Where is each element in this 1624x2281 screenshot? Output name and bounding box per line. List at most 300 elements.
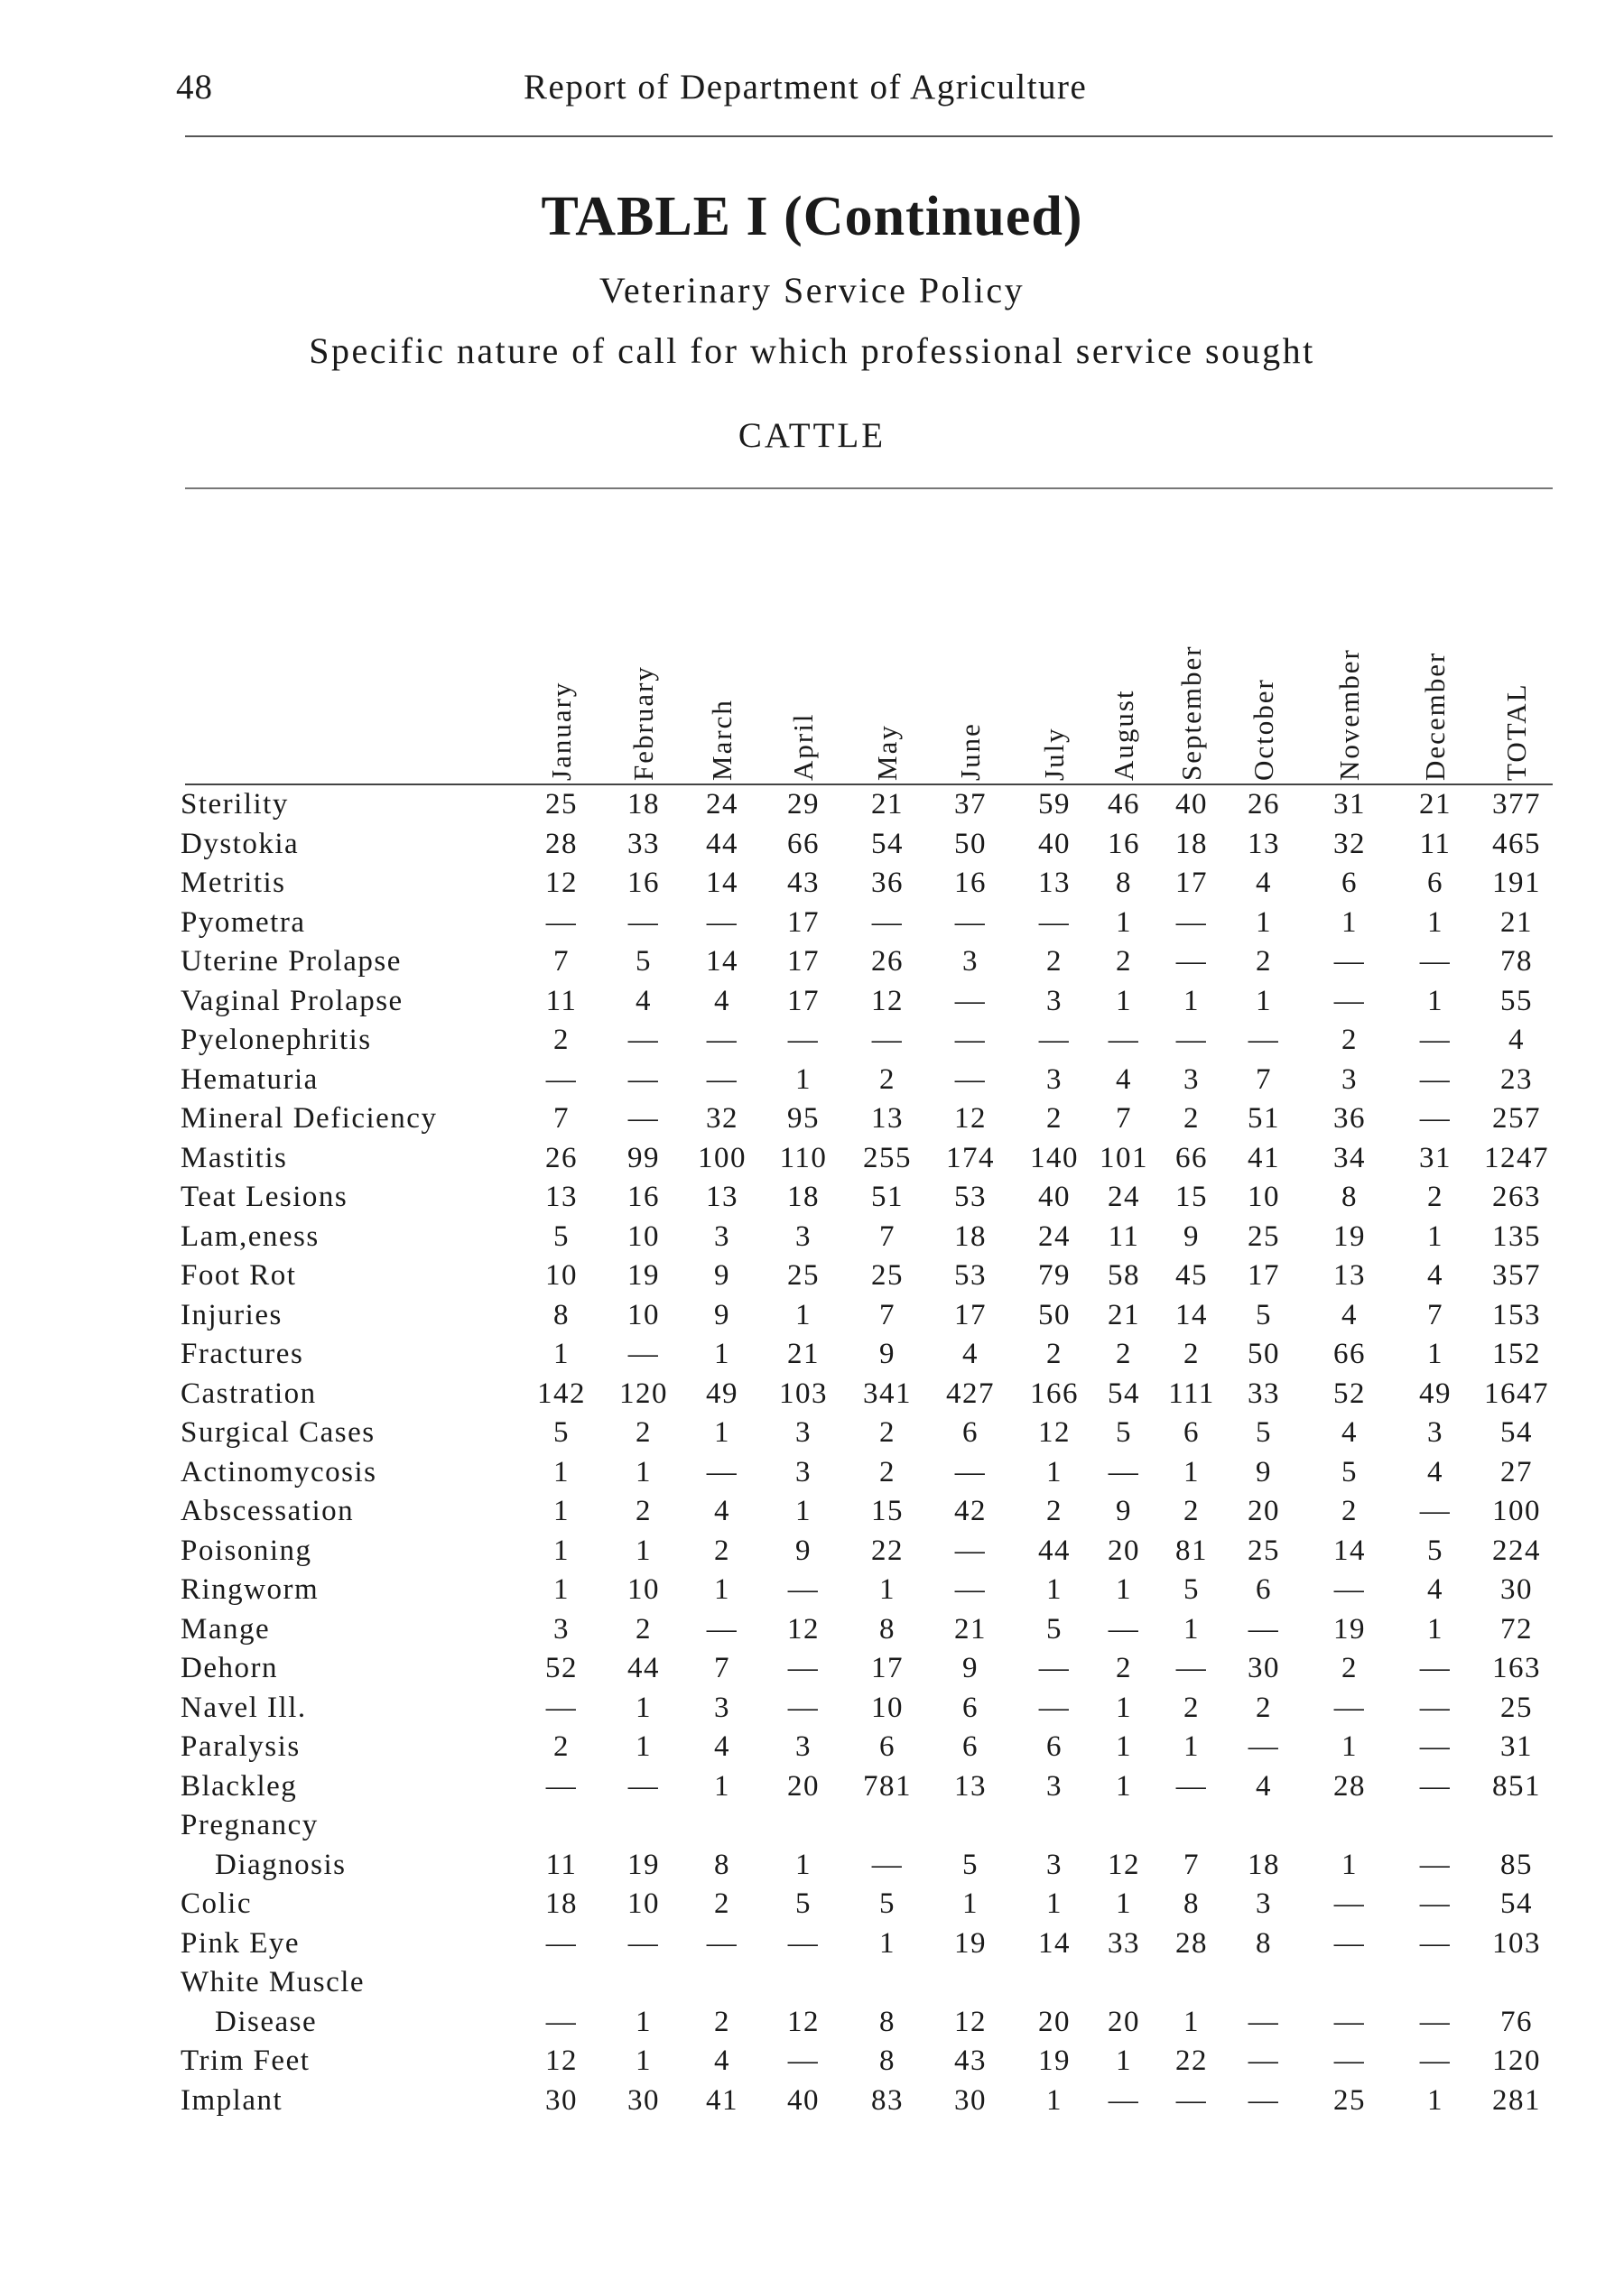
table-cell: 781 [863,1769,912,1803]
table-cell: 19 [627,1259,660,1292]
table-cell: 23 [1500,1062,1533,1096]
table-cell: 19 [1333,1612,1366,1646]
table-cell: 8 [1183,1887,1200,1920]
table-cell: — [1419,2045,1452,2077]
row-label: Hematuria [181,1062,319,1096]
table-cell: 1 [714,1416,730,1449]
table-cell: 1 [1183,2005,1200,2038]
table-cell: — [787,2045,820,2077]
table-cell: 10 [1248,1181,1280,1213]
table-cell: — [1175,905,1208,939]
table-row [181,1924,1557,1964]
row-label: Uterine Prolapse [181,945,402,978]
table-cell: 7 [1183,1848,1200,1881]
table-cell: — [627,1926,660,1960]
table-cell: 12 [1108,1848,1140,1881]
table-cell: 22 [871,1534,904,1567]
table-cell: 18 [627,788,660,821]
column-header-label: July [1038,727,1070,781]
table-cell: 53 [954,1259,987,1292]
table-cell: 120 [619,1377,668,1410]
table-cell: — [1333,945,1366,978]
table-cell: 3 [1046,1062,1063,1096]
table-cell: — [787,1926,820,1960]
table-cell: — [954,905,987,939]
table-cell: 50 [954,827,987,860]
table-row [181,982,1557,1022]
table-cell: — [1419,1926,1452,1960]
table-cell: 21 [954,1612,987,1646]
table-cell: 12 [871,984,904,1017]
table-cell: — [1419,1730,1452,1763]
table-cell: 7 [1427,1298,1443,1331]
row-label: Injuries [181,1298,283,1331]
table-cell: — [954,1024,987,1056]
table-cell: 51 [871,1181,904,1213]
table-cell: 99 [627,1141,660,1174]
table-cell: 11 [545,1848,578,1881]
table-cell: 110 [779,1141,828,1174]
table-cell: 255 [863,1141,912,1174]
table-cell: 19 [1038,2045,1071,2077]
table-cell: 14 [1333,1534,1366,1567]
row-label: Poisoning [181,1534,312,1567]
table-cell: 3 [1046,984,1063,1017]
table-cell: 5 [879,1887,896,1920]
table-row [181,1296,1557,1336]
table-cell: 42 [954,1495,987,1527]
table-cell: 1 [795,1848,812,1881]
table-cell: 8 [879,2005,896,2038]
table-cell: 66 [787,827,820,860]
table-cell: 17 [954,1298,987,1331]
table-cell: 58 [1108,1259,1140,1292]
table-cell: 10 [627,1887,660,1920]
table-cell: 5 [1046,1612,1063,1646]
table-cell: 15 [1175,1181,1208,1213]
table-cell: 18 [1175,827,1208,860]
table-cell: 14 [706,867,738,899]
table-cell: 36 [871,867,904,899]
table-cell: — [627,1769,660,1803]
table-cell: 54 [1108,1377,1140,1410]
table-cell: 26 [871,945,904,978]
table-cell: 1 [636,1691,652,1724]
table-row [181,1256,1557,1296]
table-cell: 41 [706,2083,738,2117]
table-cell: 5 [1116,1416,1132,1449]
table-cell: 10 [545,1259,578,1292]
table-cell: 52 [545,1652,578,1684]
table-cell: 20 [1108,1534,1140,1567]
table-cell: 2 [714,2005,730,2038]
table-cell: 16 [954,867,987,899]
table-cell: — [627,905,660,939]
table-cell: 12 [954,2005,987,2038]
table-cell: 2 [636,1416,652,1449]
table-cell: 4 [1508,1024,1525,1056]
table-cell: 78 [1500,945,1533,978]
table-cell: 2 [1341,1652,1358,1684]
table-cell: 12 [1038,1416,1071,1449]
table-row [181,1963,1557,2003]
table-cell: 6 [1256,1573,1272,1606]
table-cell: 13 [545,1181,578,1213]
table-cell: 7 [1256,1062,1272,1096]
table-cell: 5 [795,1887,812,1920]
table-cell: 4 [714,984,730,1017]
table-cell: 2 [879,1062,896,1096]
table-cell: 10 [627,1573,660,1606]
table-cell: 2 [1183,1102,1200,1135]
table-title: TABLE I (Continued) [541,186,1083,247]
table-cell: 4 [1427,1259,1443,1292]
table-cell: 30 [545,2083,578,2117]
table-cell: — [545,905,578,939]
table-cell: 18 [1248,1848,1280,1881]
row-label: Abscessation [181,1495,355,1527]
table-row [181,1375,1557,1414]
table-row [181,1846,1557,1886]
table-cell: 19 [954,1926,987,1960]
table-cell: — [1419,945,1452,978]
table-cell: 30 [954,2083,987,2117]
table-cell: 13 [1038,867,1071,899]
table-row [181,785,1557,825]
row-label: Lam,eness [181,1219,320,1253]
row-label: Dehorn [181,1652,278,1684]
column-header-label: November [1333,648,1365,781]
table-cell: 1 [1341,905,1358,939]
table-cell: 3 [795,1416,812,1449]
page-number: 48 [176,68,213,107]
table-cell: 3 [714,1219,730,1253]
table-cell: — [706,1024,738,1056]
table-cell: 1 [1116,1691,1132,1724]
table-cell: — [787,1691,820,1724]
table-cell: 11 [1419,827,1452,860]
row-label: Actinomycosis [181,1455,377,1488]
table-cell: 3 [795,1219,812,1253]
table-cell: 95 [787,1102,820,1135]
table-cell: — [1333,2005,1366,2038]
table-cell: 2 [553,1024,570,1056]
table-cell: 7 [879,1219,896,1253]
table-cell: 21 [1419,788,1452,821]
table-cell: 1 [1046,1455,1063,1488]
table-cell: 7 [553,945,570,978]
table-cell: — [1248,1612,1280,1646]
column-header-label: October [1248,678,1279,781]
table-cell: 28 [545,827,578,860]
table-cell: 43 [787,867,820,899]
table-cell: 2 [714,1534,730,1567]
table-cell: 22 [1175,2045,1208,2077]
table-cell: 2 [636,1495,652,1527]
table-cell: 1 [1116,984,1132,1017]
row-label: Surgical Cases [181,1416,376,1449]
table-cell: 17 [871,1652,904,1684]
table-cell: — [1333,2045,1366,2077]
table-cell: 3 [962,945,979,978]
table-cell: 1 [636,1730,652,1763]
row-label: Mange [181,1612,271,1646]
table-cell: 4 [714,1495,730,1527]
table-cell: 4 [636,984,652,1017]
row-label: Foot Rot [181,1259,297,1292]
table-cell: 191 [1492,867,1541,899]
table-cell: 31 [1500,1730,1533,1763]
table-cell: — [1419,1652,1452,1684]
table-cell: 16 [1108,827,1140,860]
row-label: Mineral Deficiency [181,1102,438,1135]
table-cell: — [706,1612,738,1646]
table-cell: 101 [1100,1141,1148,1174]
table-cell: — [1419,1769,1452,1803]
table-row [181,1689,1557,1729]
table-cell: 40 [1175,788,1208,821]
table-cell: — [1333,984,1366,1017]
table-cell: 3 [1183,1062,1200,1096]
table-cell: 11 [545,984,578,1017]
row-label: Pregnancy [181,1809,319,1841]
table-cell: 76 [1500,2005,1533,2038]
table-cell: 16 [627,867,660,899]
table-cell: 27 [1500,1455,1533,1488]
table-cell: 1 [1116,1769,1132,1803]
table-cell: 263 [1492,1181,1541,1213]
table-row [181,1532,1557,1572]
table-cell: 1 [553,1455,570,1488]
table-cell: 28 [1333,1769,1366,1803]
table-cell: 3 [795,1730,812,1763]
column-header-label: December [1419,651,1451,781]
row-label: Blackleg [181,1769,298,1803]
table-cell: 4 [714,2045,730,2077]
table-cell: 5 [636,945,652,978]
table-cell: 6 [879,1730,896,1763]
table-cell: 103 [779,1377,828,1410]
table-row [181,1061,1557,1100]
table-cell: 25 [1333,2083,1366,2117]
table-cell: 8 [1116,867,1132,899]
table-cell: 2 [1046,1495,1063,1527]
row-label: Pyelonephritis [181,1024,372,1056]
table-cell: 15 [871,1495,904,1527]
table-cell: 120 [1492,2045,1541,2077]
row-label: Trim Feet [181,2045,311,2077]
table-cell: 25 [871,1259,904,1292]
table-cell: 10 [627,1219,660,1253]
table-cell: 2 [1183,1338,1200,1370]
table-cell: 21 [1108,1298,1140,1331]
row-label: Teat Lesions [181,1181,348,1213]
table-cell: 25 [1500,1691,1533,1724]
table-cell: 4 [1256,867,1272,899]
table-cell: 50 [1038,1298,1071,1331]
table-cell: 3 [553,1612,570,1646]
table-cell: 4 [1116,1062,1132,1096]
table-cell: — [1108,2083,1140,2117]
row-label: Vaginal Prolapse [181,984,404,1017]
table-cell: 6 [962,1730,979,1763]
table-cell: — [545,1691,578,1724]
table-cell: 5 [553,1219,570,1253]
column-header-label: March [706,699,738,781]
table-cell: 1 [795,1495,812,1527]
table-cell: 54 [871,827,904,860]
table-cell: — [871,1024,904,1056]
table-cell: 8 [1256,1926,1272,1960]
table-cell: 10 [627,1298,660,1331]
table-row [181,2042,1557,2082]
table-cell: 21 [787,1338,820,1370]
table-cell: — [954,1534,987,1567]
table-cell: 4 [1341,1298,1358,1331]
table-cell: — [1419,2005,1452,2038]
table-cell: 465 [1492,827,1541,860]
table-cell: — [1333,1887,1366,1920]
table-cell: 1 [1427,1219,1443,1253]
table-cell: 9 [795,1534,812,1567]
table-cell: 7 [714,1652,730,1684]
table-cell: — [1419,1062,1452,1096]
table-cell: — [1419,1495,1452,1527]
row-label: Paralysis [181,1730,301,1763]
table-cell: — [706,1455,738,1488]
table-cell: 6 [962,1691,979,1724]
table-cell: 14 [1175,1298,1208,1331]
table-cell: 25 [1248,1534,1280,1567]
table-cell: 1 [636,1455,652,1488]
table-cell: 1 [553,1573,570,1606]
column-header-label: May [871,724,903,781]
table-cell: 224 [1492,1534,1541,1567]
table-cell: 53 [954,1181,987,1213]
table-cell: 100 [698,1141,747,1174]
table-cell: 6 [962,1416,979,1449]
table-cell: 12 [787,1612,820,1646]
table-row [181,942,1557,982]
table-cell: — [706,905,738,939]
table-cell: — [1038,1024,1071,1056]
table-cell: 8 [714,1848,730,1881]
table-cell: — [1333,1573,1366,1606]
table-row [181,1571,1557,1610]
table-row [181,1453,1557,1493]
table-row [181,1218,1557,1257]
header-rule [185,135,1553,137]
table-cell: 1 [795,1062,812,1096]
table-cell: 152 [1492,1338,1541,1370]
row-label: Pink Eye [181,1926,301,1960]
column-header-label: September [1175,644,1207,781]
table-cell: — [1175,945,1208,978]
section-label: CATTLE [738,416,886,455]
table-row [181,1139,1557,1179]
table-cell: 81 [1175,1534,1208,1567]
table-cell: — [1419,1691,1452,1724]
table-cell: — [1248,1730,1280,1763]
table-cell: — [954,984,987,1017]
table-row [181,1806,1557,1846]
table-cell: 4 [1427,1455,1443,1488]
column-header-label: August [1108,689,1139,781]
table-cell: 1 [553,1495,570,1527]
table-cell: — [1419,1102,1452,1135]
table-cell: 32 [1333,827,1366,860]
table-cell: 1 [1116,1887,1132,1920]
table-cell: 2 [636,1612,652,1646]
table-cell: — [1175,1769,1208,1803]
table-cell: 10 [871,1691,904,1724]
table-cell: — [1419,1024,1452,1056]
table-cell: 30 [1500,1573,1533,1606]
table-cell: 46 [1108,788,1140,821]
table-cell: 33 [627,827,660,860]
table-cell: 12 [545,2045,578,2077]
table-cell: — [1175,1652,1208,1684]
table-cell: — [627,1062,660,1096]
table-cell: 20 [1038,2005,1071,2038]
table-cell: 16 [627,1181,660,1213]
row-label: Navel Ill. [181,1691,307,1724]
table-cell: 2 [714,1887,730,1920]
table-cell: 30 [1248,1652,1280,1684]
table-cell: 142 [537,1377,586,1410]
table-cell: 2 [1427,1181,1443,1213]
table-cell: 1 [1116,1730,1132,1763]
table-cell: 163 [1492,1652,1541,1684]
table-cell: 1 [1116,2045,1132,2077]
table-cell: 14 [1038,1926,1071,1960]
table-cell: 5 [962,1848,979,1881]
table-cell: 9 [1116,1495,1132,1527]
table-row [181,1021,1557,1061]
table-cell: 2 [879,1455,896,1488]
table-cell: 1247 [1484,1141,1549,1174]
table-cell: 1 [1341,1848,1358,1881]
table-cell: 9 [714,1259,730,1292]
table-cell: 1 [1183,1612,1200,1646]
table-cell: — [787,1573,820,1606]
table-cell: 17 [787,945,820,978]
column-header-label: June [954,722,986,781]
table-cell: 103 [1492,1926,1541,1960]
table-cell: 20 [787,1769,820,1803]
table-cell: 1 [1183,1455,1200,1488]
table-row [181,904,1557,943]
table-cell: 9 [879,1338,896,1370]
table-cell: 19 [1333,1219,1366,1253]
table-cell: 3 [1427,1416,1443,1449]
table-cell: 13 [871,1102,904,1135]
table-cell: 1 [714,1573,730,1606]
table-cell: 140 [1030,1141,1079,1174]
column-header-label: January [545,681,577,781]
table-cell: 44 [627,1652,660,1684]
table-cell: 2 [879,1416,896,1449]
table-cell: 281 [1492,2083,1541,2117]
running-head [176,67,1553,121]
column-header-label: February [627,665,659,781]
table-cell: 5 [1341,1455,1358,1488]
table-cell: 1 [962,1887,979,1920]
table-cell: 2 [1183,1495,1200,1527]
table-cell: 19 [627,1848,660,1881]
table-cell: 2 [1256,945,1272,978]
table-cell: 17 [787,905,820,939]
